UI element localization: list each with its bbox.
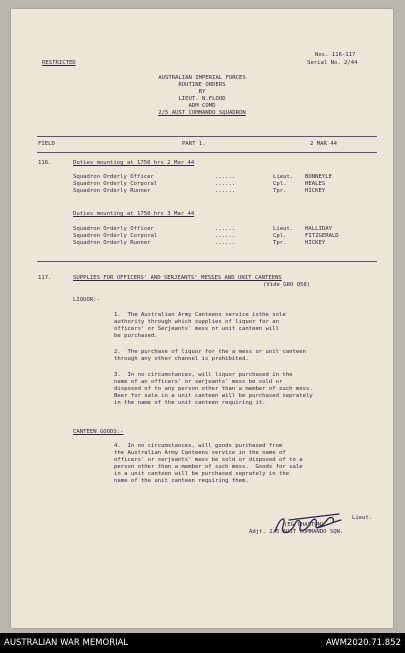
paragraph-line: 1. The Australian Army Canteens service isthe sole xyxy=(114,312,286,318)
duty-rank: Lieut. xyxy=(273,174,294,180)
location-field: FIELD xyxy=(38,141,55,147)
signatory-appointment: Adjt. 2/5 AUST COMMANDO SQN. xyxy=(249,529,344,535)
part-number: PART 1. xyxy=(182,141,206,147)
duty-dots: ...... xyxy=(215,226,236,232)
duty-rank: Tpr. xyxy=(273,240,287,246)
reference-note: (Vide GRO Q58) xyxy=(263,282,311,288)
duties-heading-1: Duties mounting at 1750 hrs 2 Mar 44 xyxy=(73,160,195,166)
paragraph-line: the Australian Army Canteens service in the name of xyxy=(114,450,286,456)
paragraph-line: name of the unit canteen requiring them. xyxy=(114,478,249,484)
footer-accession-number: AWM2020.71.852 xyxy=(325,638,401,648)
duty-dots: ...... xyxy=(215,181,236,187)
duty-dots: ...... xyxy=(215,233,236,239)
paragraph-line: 3. In no circumstances, will liquor purchased in the xyxy=(114,372,293,378)
paragraph-line: 2. The purchase of liquor for the a mess or unit canteen xyxy=(114,349,306,355)
duty-name: HEALES xyxy=(305,181,326,187)
paragraph-line: in a unit canteen will be purchased seprately in the xyxy=(114,471,290,477)
serial-number: Serial No. 2/44 xyxy=(307,60,358,66)
title-line-5: ADM COMD xyxy=(188,103,216,109)
duty-name: BONNEYLE xyxy=(305,174,332,180)
duty-name: FITZGERALD xyxy=(305,233,339,239)
footer-bar xyxy=(0,633,405,653)
canteen-goods-heading: CANTEEN GOODS:- xyxy=(73,429,124,435)
title-line-1: AUSTRALIAN IMPERIAL FORCES xyxy=(158,75,246,81)
order-116-number: 116. xyxy=(38,160,52,166)
duty-rank: Cpl. xyxy=(273,233,287,239)
paragraph-line: name of an officers' or serjeants' mess be sold or xyxy=(114,379,283,385)
paragraph-line: authority through which supplies of liquor for an xyxy=(114,319,280,325)
duty-label: Squadron Orderly Runner xyxy=(73,240,151,246)
paragraph-line: through any other channel is prohibited. xyxy=(114,356,249,362)
paragraph-line: officers' or serjeants' mess be sold or disposed of to a xyxy=(114,457,303,463)
paragraph-line: officers' or Serjeants' mess or unit canteen will xyxy=(114,326,280,332)
duty-dots: ...... xyxy=(215,174,236,180)
duty-name: HICKEY xyxy=(305,188,326,194)
document-page xyxy=(11,9,393,628)
duty-dots: ...... xyxy=(215,240,236,246)
duty-label: Squadron Orderly Corporal xyxy=(73,233,158,239)
duty-dots: ...... xyxy=(215,188,236,194)
duty-name: HALLIDAY xyxy=(305,226,332,232)
duties-heading-2: Duties mounting at 1750 hrs 3 Mar 44 xyxy=(73,211,195,217)
duty-label: Squadron Orderly Corporal xyxy=(73,181,158,187)
order-date: 2 MAR 44 xyxy=(310,141,337,147)
paragraph-line: in the name of the unit canteen requiring it. xyxy=(114,400,266,406)
liquor-heading: LIQUOR:- xyxy=(73,297,100,303)
part-rule-bottom xyxy=(37,152,377,153)
title-line-6: 2/5 AUST COMMANDO SQUADRON xyxy=(158,110,246,116)
duty-label: Squadron Orderly Officer xyxy=(73,226,154,232)
title-line-3: BY xyxy=(198,89,206,95)
title-line-4: LIEUT. N.FLOOD xyxy=(178,96,226,102)
classification-marking: RESTRICTED xyxy=(42,60,76,66)
order-117-number: 117. xyxy=(38,275,52,281)
duty-label: Squadron Orderly Runner xyxy=(73,188,151,194)
supplies-heading: SUPPLIES FOR OFFICERS' AND SERJEANTS' MESSES AND UNIT CANTEENS xyxy=(73,275,282,281)
paragraph-line: disposed of to any person other than a member of such mess. xyxy=(114,386,313,392)
paragraph-line: Beer for sale in a unit canteen will be purchased seprately xyxy=(114,393,313,399)
footer-institution: AUSTRALIAN WAR MEMORIAL xyxy=(4,638,129,648)
duty-rank: Cpl. xyxy=(273,181,287,187)
title-line-2: ROUTINE ORDERS xyxy=(178,82,226,88)
duty-name: HICKEY xyxy=(305,240,326,246)
paragraph-line: 4. In no circumstances, will goods purchased from xyxy=(114,443,283,449)
order-numbers: Nos. 116-117 xyxy=(315,52,356,58)
signatory-rank: Lieut. xyxy=(352,515,373,521)
duty-label: Squadron Orderly Officer xyxy=(73,174,154,180)
paragraph-line: person other than a member of such mess. Goods for sale xyxy=(114,464,303,470)
paragraph-line: be purchased. xyxy=(114,333,158,339)
section-rule xyxy=(37,261,377,262)
signatory-name: (EG CHASTON) xyxy=(284,522,325,528)
part-rule-top xyxy=(37,136,377,137)
duty-rank: Tpr. xyxy=(273,188,287,194)
duty-rank: Lieut. xyxy=(273,226,294,232)
